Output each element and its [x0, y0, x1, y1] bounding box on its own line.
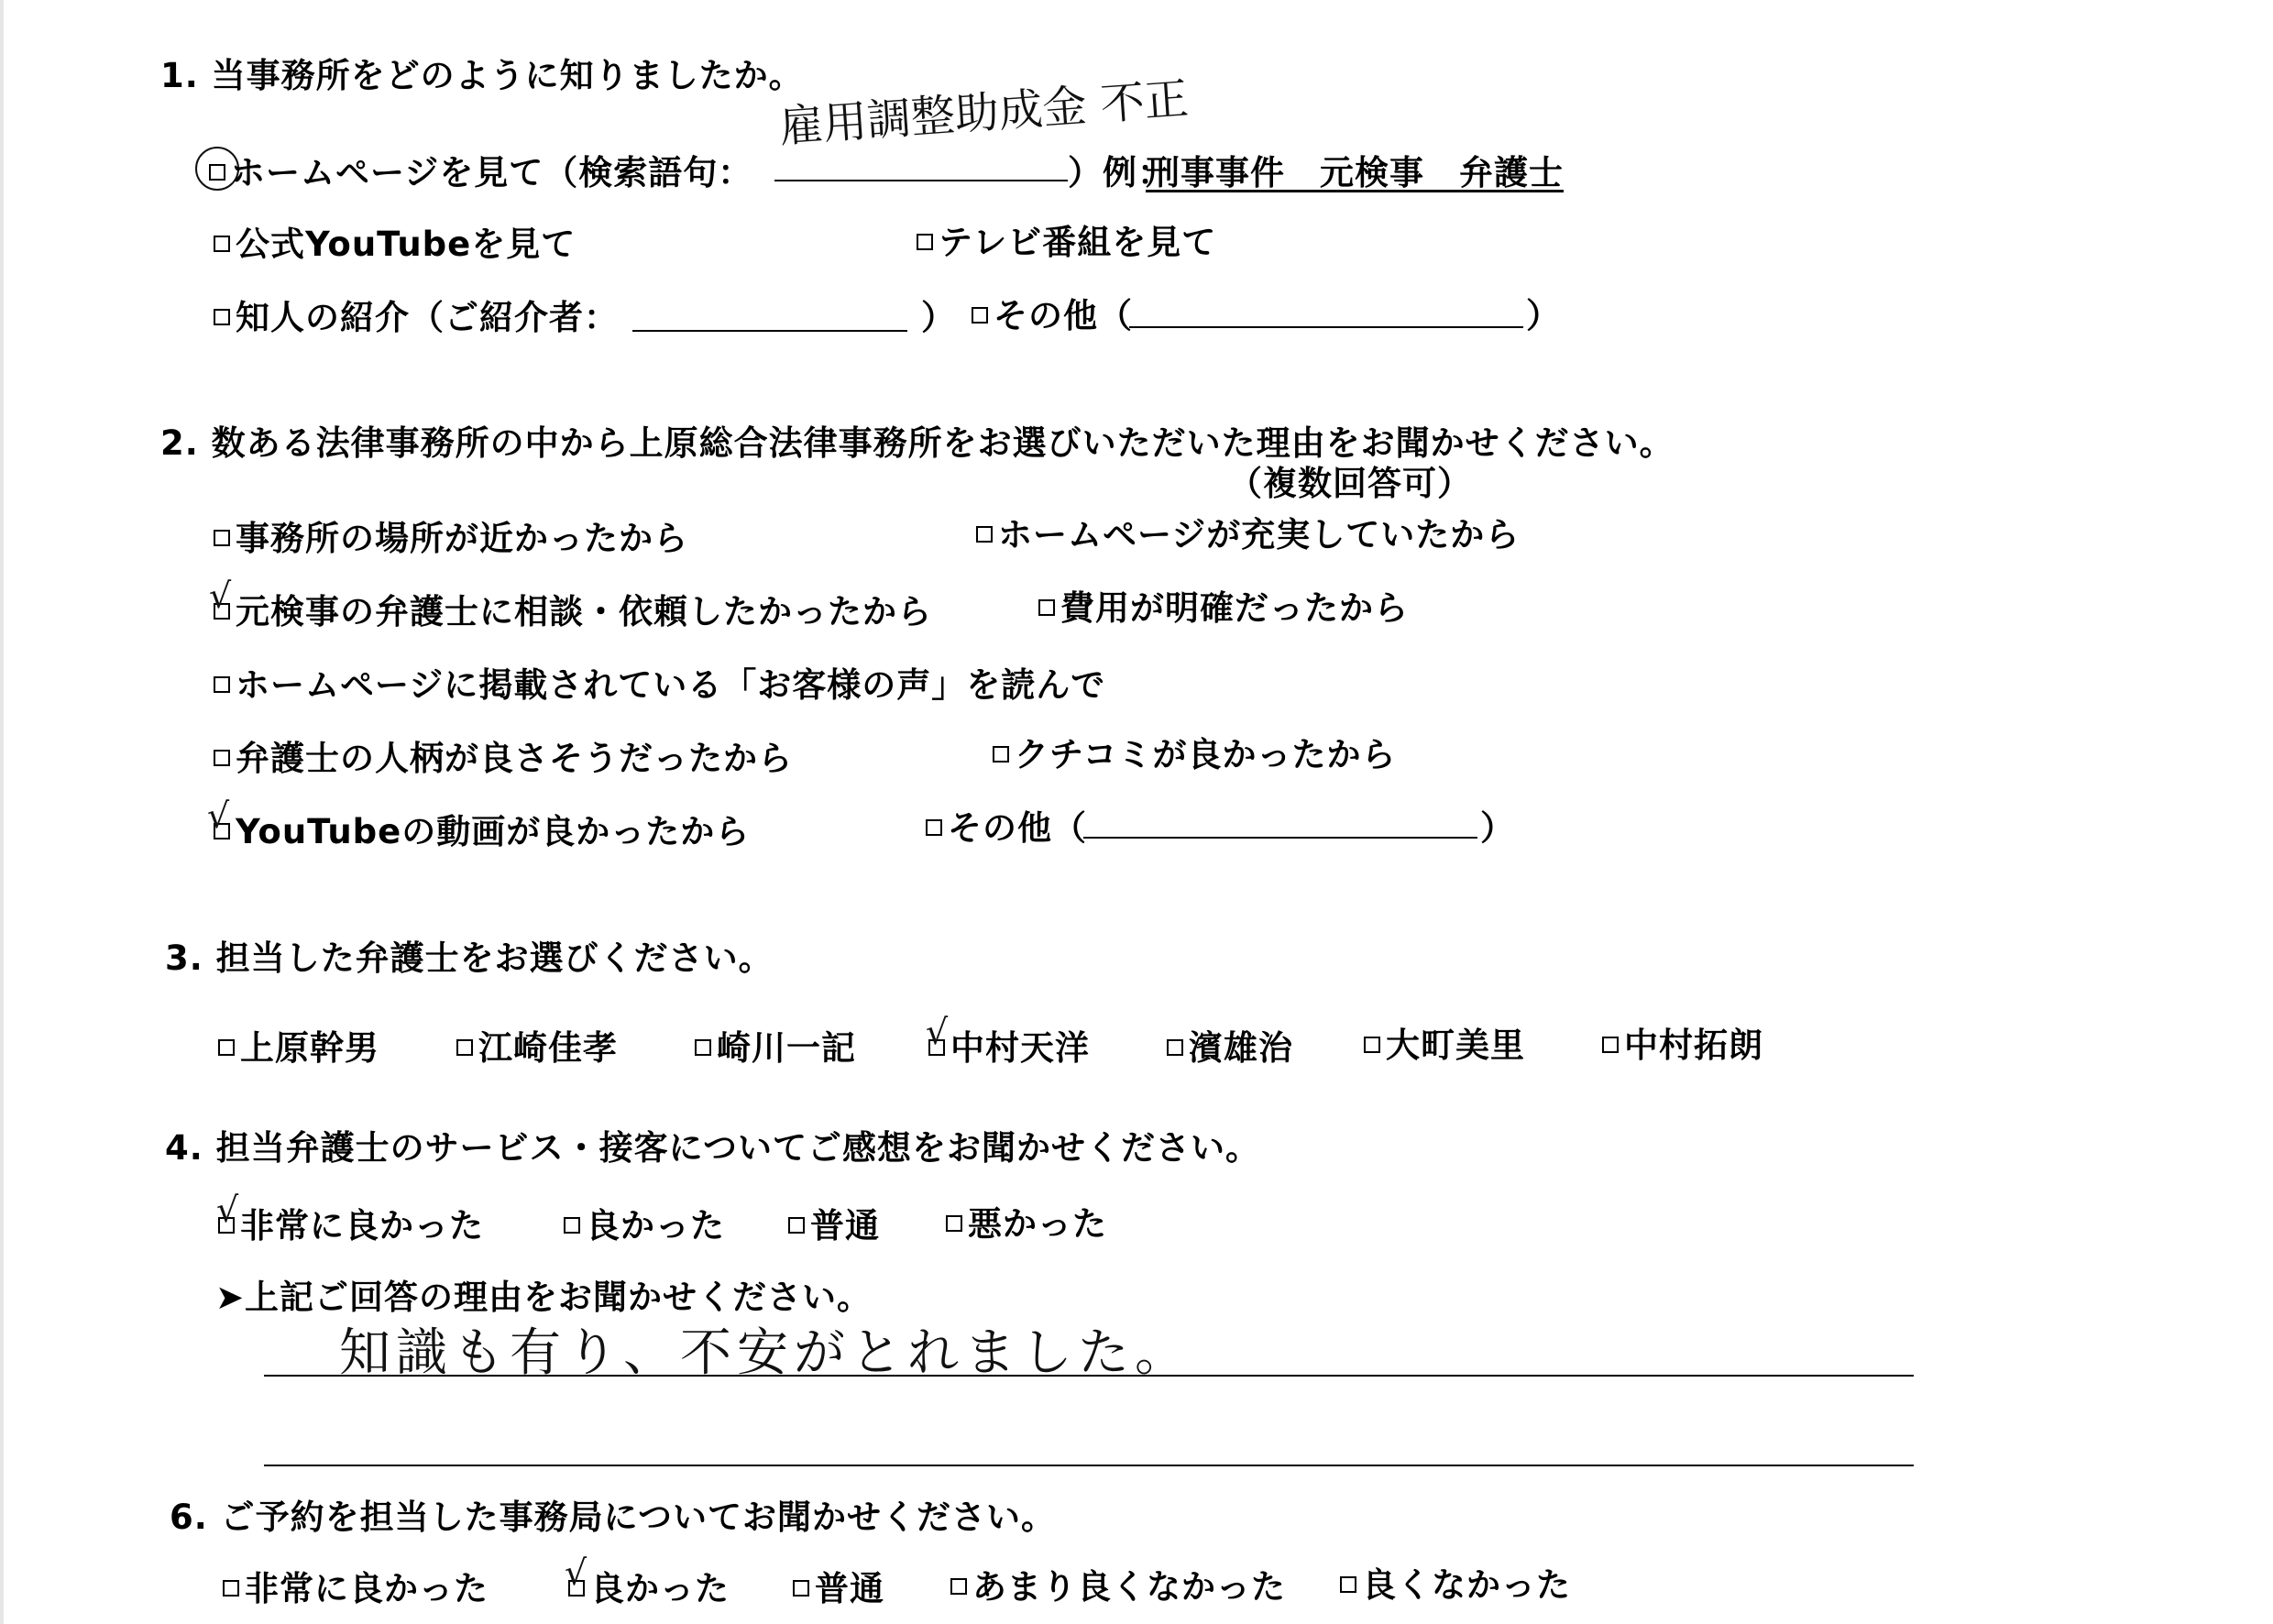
q1-option-tv-label: テレビ番組を見て: [939, 223, 1217, 262]
q3-lawyer-option[interactable]: [1602, 1017, 1763, 1067]
checkbox-icon[interactable]: [695, 1039, 711, 1056]
q3-lawyer-label: 濱雄治: [1189, 1028, 1293, 1068]
q3-lawyer-option[interactable]: [456, 1020, 618, 1070]
q6-option-normal[interactable]: [793, 1561, 884, 1610]
q2-option-fees-label: 費用が明確だったから: [1060, 588, 1409, 628]
q2-option-personality[interactable]: [214, 730, 793, 780]
q2-option-voices-label: ホームページに掲載されている「お客様の声」を読んで: [236, 665, 1106, 705]
checkbox-icon[interactable]: [917, 234, 933, 250]
q4-option-normal-label: 普通: [810, 1206, 880, 1245]
q6-option-normal-label: 普通: [815, 1569, 884, 1608]
q1-handwritten-keyword: 雇用調整助成金 不正: [777, 72, 1191, 153]
q3-lawyer-label: 上原幹男: [240, 1028, 379, 1068]
q2-option-youtube-video[interactable]: [214, 804, 750, 853]
q4-very-good-check: √: [216, 1190, 239, 1230]
q3-lawyer-option[interactable]: [928, 1020, 1090, 1070]
checkbox-icon[interactable]: [214, 236, 230, 252]
q1-option-youtube[interactable]: [214, 216, 576, 266]
q4-answer-line-1: [264, 1375, 1914, 1377]
q6-option-not-very-good[interactable]: [950, 1559, 1286, 1608]
q1-referrer-line: [632, 330, 907, 332]
q4-option-good[interactable]: [564, 1198, 725, 1247]
checkbox-icon[interactable]: [1038, 599, 1055, 616]
q1-title: 1. 当事務所をどのように知りましたか。: [160, 56, 804, 95]
q1-option-referral[interactable]: [214, 290, 619, 339]
q1-example-terms: 刑事事件 元検事 弁護士: [1146, 153, 1564, 192]
checkbox-icon[interactable]: [218, 1039, 235, 1056]
q2-title: 2. 数ある法律事務所の中から上原総合法律事務所をお選びいただいた理由をお聞かせください。: [160, 423, 1675, 463]
q6-option-very-good-label: 非常に良かった: [245, 1569, 489, 1608]
q4-handwritten-reason: 知識も有り、不安がとれました。: [339, 1323, 1191, 1383]
q4-title: 4. 担当弁護士のサービス・接客についてご感想をお聞かせください。: [165, 1128, 1260, 1168]
q3-lawyer-label: 中村天洋: [950, 1028, 1090, 1068]
q1-referral-close: ）: [921, 298, 956, 337]
q6-option-not-good-label: 良くなかった: [1362, 1565, 1571, 1605]
checkbox-icon[interactable]: [1602, 1037, 1619, 1053]
q1-option-referral-label: 知人の紹介（ご紹介者：: [236, 298, 619, 337]
checkbox-icon[interactable]: [972, 307, 988, 324]
checkbox-icon[interactable]: [993, 746, 1009, 763]
q2-option-former-prosecutor[interactable]: [214, 584, 932, 633]
q3-lawyer-label: 江崎佳孝: [478, 1028, 618, 1068]
q1-option-homepage[interactable]: [209, 145, 752, 194]
q2-option-other[interactable]: [926, 800, 1087, 850]
q1-option-other[interactable]: [972, 288, 1133, 337]
q6-option-good[interactable]: [568, 1561, 730, 1610]
q1-example-label: ）例：: [1068, 153, 1172, 192]
checkbox-icon[interactable]: [1340, 1576, 1356, 1593]
q2-option-voices[interactable]: [214, 657, 1105, 707]
checkbox-icon[interactable]: [950, 1578, 967, 1595]
q1-option-youtube-label: 公式YouTubeを見て: [236, 225, 576, 264]
q2-option-homepage-full-label: ホームページが充実していたから: [998, 515, 1521, 554]
q3-lawyer-label: 中村拓朗: [1624, 1026, 1763, 1065]
checkbox-icon[interactable]: [209, 164, 225, 181]
q6-option-good-label: 良かった: [590, 1569, 730, 1608]
checkbox-icon[interactable]: [456, 1039, 473, 1056]
q2-other-close: ）: [1480, 808, 1515, 848]
q6-option-not-very-good-label: あまり良くなかった: [972, 1567, 1286, 1607]
checkbox-icon[interactable]: [214, 309, 230, 325]
q1-other-close: ）: [1526, 296, 1561, 335]
checkbox-icon[interactable]: [1364, 1037, 1380, 1053]
q6-good-check: √: [565, 1553, 587, 1593]
checkbox-icon[interactable]: [926, 819, 942, 836]
q1-option-tv[interactable]: [917, 214, 1216, 264]
q4-option-very-good[interactable]: [218, 1198, 484, 1247]
q3-lawyer-option[interactable]: [218, 1020, 379, 1070]
q1-option-homepage-label: ホームページを見て（検索語句：: [231, 153, 753, 192]
checkbox-icon[interactable]: [788, 1217, 805, 1234]
checkbox-icon[interactable]: [214, 530, 230, 546]
checkbox-icon[interactable]: [1167, 1039, 1183, 1056]
q2-option-location-label: 事務所の場所が近かったから: [236, 519, 688, 558]
q2-option-reviews-label: クチコミが良かったから: [1015, 735, 1397, 774]
q6-title: 6. ご予約を担当した事務局についてお聞かせください。: [170, 1498, 1056, 1537]
checkbox-icon[interactable]: [214, 750, 230, 766]
q3-lawyer-check: √: [926, 1012, 949, 1052]
q3-lawyer-label: 崎川一記: [717, 1028, 856, 1068]
q4-reason-prompt: ➤上記ご回答の理由をお聞かせください。: [215, 1278, 873, 1317]
q4-option-bad-label: 悪かった: [968, 1204, 1107, 1244]
scan-edge: [0, 0, 4, 1624]
checkbox-icon[interactable]: [946, 1215, 962, 1232]
q3-lawyer-label: 大町美里: [1386, 1026, 1525, 1065]
q2-option-other-label: その他（: [948, 808, 1087, 848]
q2-multiple-note: （複数回答可）: [1228, 464, 1472, 503]
q2-other-line: [1083, 837, 1477, 839]
q6-option-very-good[interactable]: [223, 1561, 489, 1610]
q4-option-very-good-label: 非常に良かった: [240, 1206, 484, 1245]
q2-option-fees[interactable]: [1038, 580, 1409, 630]
q3-lawyer-option[interactable]: [695, 1020, 856, 1070]
q1-other-line: [1129, 326, 1523, 328]
checkbox-icon[interactable]: [793, 1580, 809, 1597]
q3-title: 3. 担当した弁護士をお選びください。: [165, 938, 774, 978]
q6-option-not-good[interactable]: [1340, 1557, 1571, 1607]
checkbox-icon[interactable]: [223, 1580, 239, 1597]
q1-option-other-label: その他（: [994, 296, 1133, 335]
q2-option-homepage-full[interactable]: [976, 507, 1520, 556]
checkbox-icon[interactable]: [976, 526, 993, 543]
q2-option-personality-label: 弁護士の人柄が良さそうだったから: [236, 739, 793, 778]
q2-youtube-video-check: √: [207, 796, 230, 836]
checkbox-icon[interactable]: [214, 676, 230, 693]
q3-lawyer-option[interactable]: [1167, 1020, 1293, 1070]
q2-option-location[interactable]: [214, 510, 688, 560]
q4-answer-line-2: [264, 1465, 1914, 1466]
q1-search-term-line: [774, 180, 1068, 181]
q4-option-normal[interactable]: [788, 1198, 880, 1247]
q2-option-reviews[interactable]: [993, 727, 1397, 776]
q2-former-prosecutor-check: √: [209, 576, 232, 616]
q2-option-youtube-video-label: YouTubeの動画が良かったから: [236, 812, 751, 851]
q2-option-former-prosecutor-label: 元検事の弁護士に相談・依頼したかったから: [236, 592, 932, 631]
q3-lawyer-option[interactable]: [1364, 1017, 1525, 1067]
q4-option-bad[interactable]: [946, 1196, 1107, 1245]
q4-option-good-label: 良かった: [586, 1206, 725, 1245]
checkbox-icon[interactable]: [564, 1217, 580, 1234]
